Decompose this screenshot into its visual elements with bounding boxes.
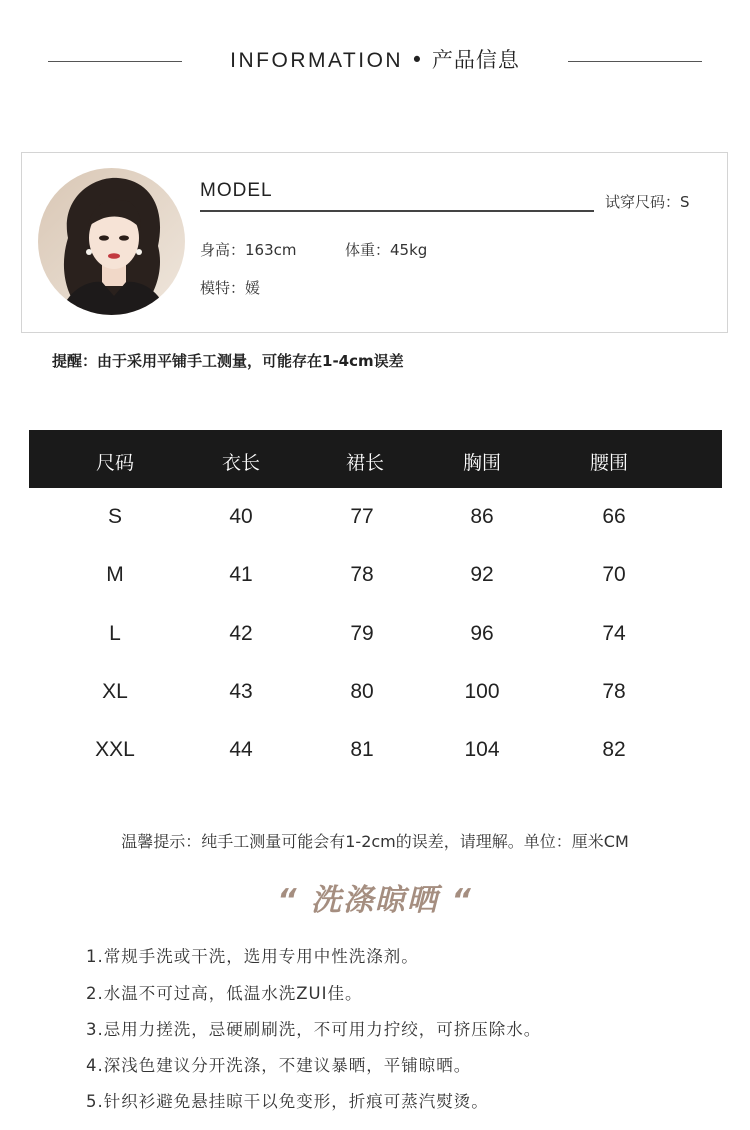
page-title [0, 44, 750, 74]
cell-waist: 78 [602, 680, 626, 703]
cell-length: 40 [229, 505, 253, 528]
size-table-header [29, 430, 722, 488]
page-title-cn: 产品信息 [431, 48, 520, 72]
cell-bust: 96 [470, 622, 494, 645]
cell-size: L [109, 622, 121, 645]
cell-waist: 74 [602, 622, 626, 645]
model-name: 模特：媛 [200, 279, 261, 297]
list-item: 2.水温不可过高，低温水洗ZUI佳。 [86, 984, 363, 1003]
list-item: 5.针织衫避免悬挂晾干以免变形，折痕可蒸汽熨烫。 [86, 1092, 489, 1111]
fit-size: 试穿尺码：S [605, 193, 690, 211]
cell-bust: 86 [470, 505, 494, 528]
cell-length: 44 [229, 738, 253, 761]
model-height: 身高：163cm [200, 241, 297, 259]
cell-length: 41 [229, 563, 253, 586]
cell-skirt-length: 81 [350, 738, 374, 761]
cell-waist: 70 [602, 563, 626, 586]
cell-bust: 104 [464, 738, 500, 761]
model-weight: 体重：45kg [345, 241, 428, 259]
cell-size: XL [102, 680, 128, 703]
page-title-en: INFORMATION [230, 49, 404, 72]
cell-waist: 66 [602, 505, 626, 528]
model-card [21, 152, 728, 333]
model-label: MODEL [200, 180, 273, 201]
model-avatar [38, 168, 185, 315]
cell-skirt-length: 79 [350, 622, 374, 645]
page-title-separator: • [403, 48, 432, 72]
model-underline [200, 210, 594, 212]
col-header-length: 衣长 [221, 452, 261, 474]
cell-skirt-length: 78 [350, 563, 374, 586]
wash-section-title: “ 洗涤晾晒 “ [277, 883, 473, 918]
cell-bust: 92 [470, 563, 494, 586]
col-header-bust: 胸围 [462, 452, 502, 474]
col-header-skirt-length: 裙长 [345, 452, 385, 474]
cell-length: 42 [229, 622, 253, 645]
col-header-waist: 腰围 [589, 452, 629, 474]
cell-bust: 100 [464, 680, 500, 703]
list-item: 1.常规手洗或干洗，选用专用中性洗涤剂。 [86, 947, 419, 966]
model-photo [38, 168, 185, 315]
cell-size: M [106, 563, 124, 586]
list-item: 3.忌用力搓洗，忌硬刷刷洗，不可用力拧绞，可挤压除水。 [86, 1020, 542, 1039]
cell-size: S [107, 505, 123, 528]
measurement-reminder: 提醒：由于采用平铺手工测量，可能存在1-4cm误差 [52, 352, 404, 370]
cell-length: 43 [229, 680, 253, 703]
measurement-tip: 温馨提示：纯手工测量可能会有1-2cm的误差，请理解。单位：厘米CM [121, 832, 629, 851]
cell-skirt-length: 77 [350, 505, 374, 528]
cell-size: XXL [95, 738, 135, 761]
list-item: 4.深浅色建议分开洗涤，不建议暴晒，平铺晾晒。 [86, 1056, 472, 1075]
cell-skirt-length: 80 [350, 680, 374, 703]
cell-waist: 82 [602, 738, 626, 761]
col-header-size: 尺码 [95, 452, 135, 474]
